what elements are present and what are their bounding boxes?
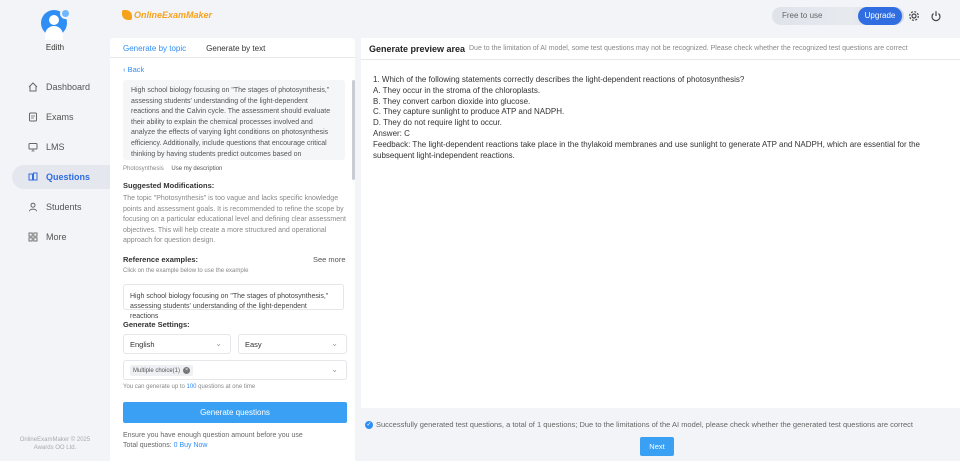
preview-header xyxy=(361,38,960,60)
logo-text: OnlineExamMaker xyxy=(134,10,213,20)
question-type-select[interactable] xyxy=(123,360,347,380)
tab-generate-by-text[interactable]: Generate by text xyxy=(206,44,266,53)
tab-divider xyxy=(110,57,355,58)
ensure-text: Ensure you have enough question amount before you use xyxy=(123,432,303,439)
total-label: Total questions: xyxy=(123,442,172,449)
power-icon[interactable] xyxy=(930,10,942,22)
username: Edith xyxy=(45,43,65,52)
option-c: C. They capture sunlight to produce ATP and NADPH. xyxy=(373,107,565,117)
nav-item-exams[interactable] xyxy=(12,105,110,129)
reference-example[interactable]: High school biology focusing on "The stages of photosynthesis," assessing students' understanding of the light-dependent reactions xyxy=(123,284,344,310)
nav-label: Questions xyxy=(46,172,91,182)
option-b: B. They convert carbon dioxide into glucose. xyxy=(373,96,531,106)
generated-count: 1 xyxy=(536,420,542,429)
close-icon[interactable]: × xyxy=(183,367,190,374)
sidebar-footer xyxy=(0,436,110,452)
generate-tabs xyxy=(123,44,285,58)
nav-label: Students xyxy=(46,202,82,212)
top-bar xyxy=(110,0,960,33)
chevron-down-icon: ⌄ xyxy=(215,339,222,348)
use-my-description-link[interactable]: Use my description xyxy=(171,166,223,172)
language-select[interactable] xyxy=(123,334,231,354)
more-icon xyxy=(28,232,38,242)
nav-label: Exams xyxy=(46,112,74,122)
topic-description[interactable]: High school biology focusing on "The stages of photosynthesis," assessing students' understanding of the light-dependent reactions and the Calvin cycle. The assessment should evaluate their ability to explain the chemical processes involved and analyze the effects of varying light conditions on photosynthesis efficiency. Additionally, include questions that encourage critical thinking by having students predict outcomes based on xyxy=(123,80,345,160)
nav-label: More xyxy=(46,232,67,242)
app-logo[interactable] xyxy=(122,10,212,20)
preview-title: Generate preview area xyxy=(369,44,466,54)
chevron-left-icon: ‹ xyxy=(123,65,128,74)
option-d: D. They do not require light to occur. xyxy=(373,118,502,128)
generation-limit-text: You can generate up to 100 questions at one time xyxy=(123,384,256,390)
panel-scrollbar[interactable] xyxy=(352,80,355,180)
exams-icon xyxy=(28,112,38,122)
plan-text: Free to use xyxy=(782,11,823,20)
nav-item-questions[interactable] xyxy=(12,165,110,189)
preview-note: Due to the limitation of AI model, some test questions may not be recognized. Please check whether the recognized test questions are correct xyxy=(469,45,908,52)
feedback-line: Feedback: The light-dependent reactions take place in the thylakoid membranes and use sunlight to generate ATP and NADPH, which are essential for the subsequent light-independent reactions. xyxy=(373,139,920,160)
nav-item-lms[interactable] xyxy=(12,135,110,159)
preview-panel xyxy=(361,38,960,408)
home-icon xyxy=(28,82,38,92)
sidebar xyxy=(0,0,110,461)
nav-item-dashboard[interactable] xyxy=(12,75,110,99)
suggestions-text: The topic "Photosynthesis" is too vague and lacks specific knowledge points and assessment goals. It is recommended to refine the scope by focusing on a particular educational level and defining clear assessment objectives. This will help create a more structured and operational approach for question design. xyxy=(123,195,346,245)
nav-label: Dashboard xyxy=(46,82,91,92)
option-a: A. They occur in the stroma of the chloroplasts. xyxy=(373,85,541,95)
difficulty-select[interactable] xyxy=(238,334,347,354)
monitor-icon xyxy=(28,142,38,152)
difficulty-value: Easy xyxy=(245,340,262,349)
nav-item-students[interactable] xyxy=(12,195,110,219)
company-text: Awards OO Ltd. xyxy=(33,445,77,451)
back-link[interactable] xyxy=(123,65,144,74)
description-tags xyxy=(123,166,222,172)
answer-line: Answer: C xyxy=(373,128,410,138)
logo-icon xyxy=(122,10,132,20)
back-label: Back xyxy=(127,65,145,74)
status-message: ✓ Successfully generated test questions, a total of 1 questions; Due to the limitations of the AI model, please check whether the generated test questions are correct xyxy=(366,420,913,429)
reference-hint: Click on the example below to use the example xyxy=(123,268,249,274)
preview-content[interactable] xyxy=(373,75,953,161)
see-more-link[interactable]: See more xyxy=(313,255,346,264)
description-tag[interactable]: Photosynthesis xyxy=(123,166,164,172)
next-button[interactable]: Next xyxy=(640,437,674,456)
check-circle-icon: ✓ xyxy=(366,422,372,429)
main-nav xyxy=(12,75,110,255)
question-type-chip: Multiple choice(1) × xyxy=(130,365,193,376)
generate-questions-button[interactable]: Generate questions xyxy=(123,402,347,423)
language-value: English xyxy=(130,340,155,349)
chevron-down-icon: ⌄ xyxy=(331,365,338,374)
buy-now-link[interactable]: Buy Now xyxy=(179,442,208,449)
nav-label: LMS xyxy=(46,142,65,152)
generate-panel xyxy=(110,38,355,461)
user-icon xyxy=(28,202,38,212)
avatar-settings-icon[interactable] xyxy=(60,8,71,19)
question-stem: 1. Which of the following statements correctly describes the light-dependent reactions of photosynthesis? xyxy=(373,75,745,84)
copyright-text: OnlineExamMaker © 2025 xyxy=(19,437,91,443)
nav-item-more[interactable] xyxy=(12,225,110,249)
tab-generate-by-topic[interactable]: Generate by topic xyxy=(123,44,186,58)
chevron-down-icon: ⌄ xyxy=(331,339,338,348)
reference-title: Reference examples: xyxy=(123,255,199,264)
gear-icon[interactable] xyxy=(908,10,920,22)
upgrade-button[interactable]: Upgrade xyxy=(858,7,902,25)
settings-title: Generate Settings: xyxy=(123,320,190,329)
quota-info xyxy=(123,431,303,451)
questions-icon xyxy=(28,172,38,182)
total-value: 0 xyxy=(173,442,178,449)
suggestions-title: Suggested Modifications: xyxy=(123,181,215,190)
generation-limit-value: 100 xyxy=(186,384,197,390)
